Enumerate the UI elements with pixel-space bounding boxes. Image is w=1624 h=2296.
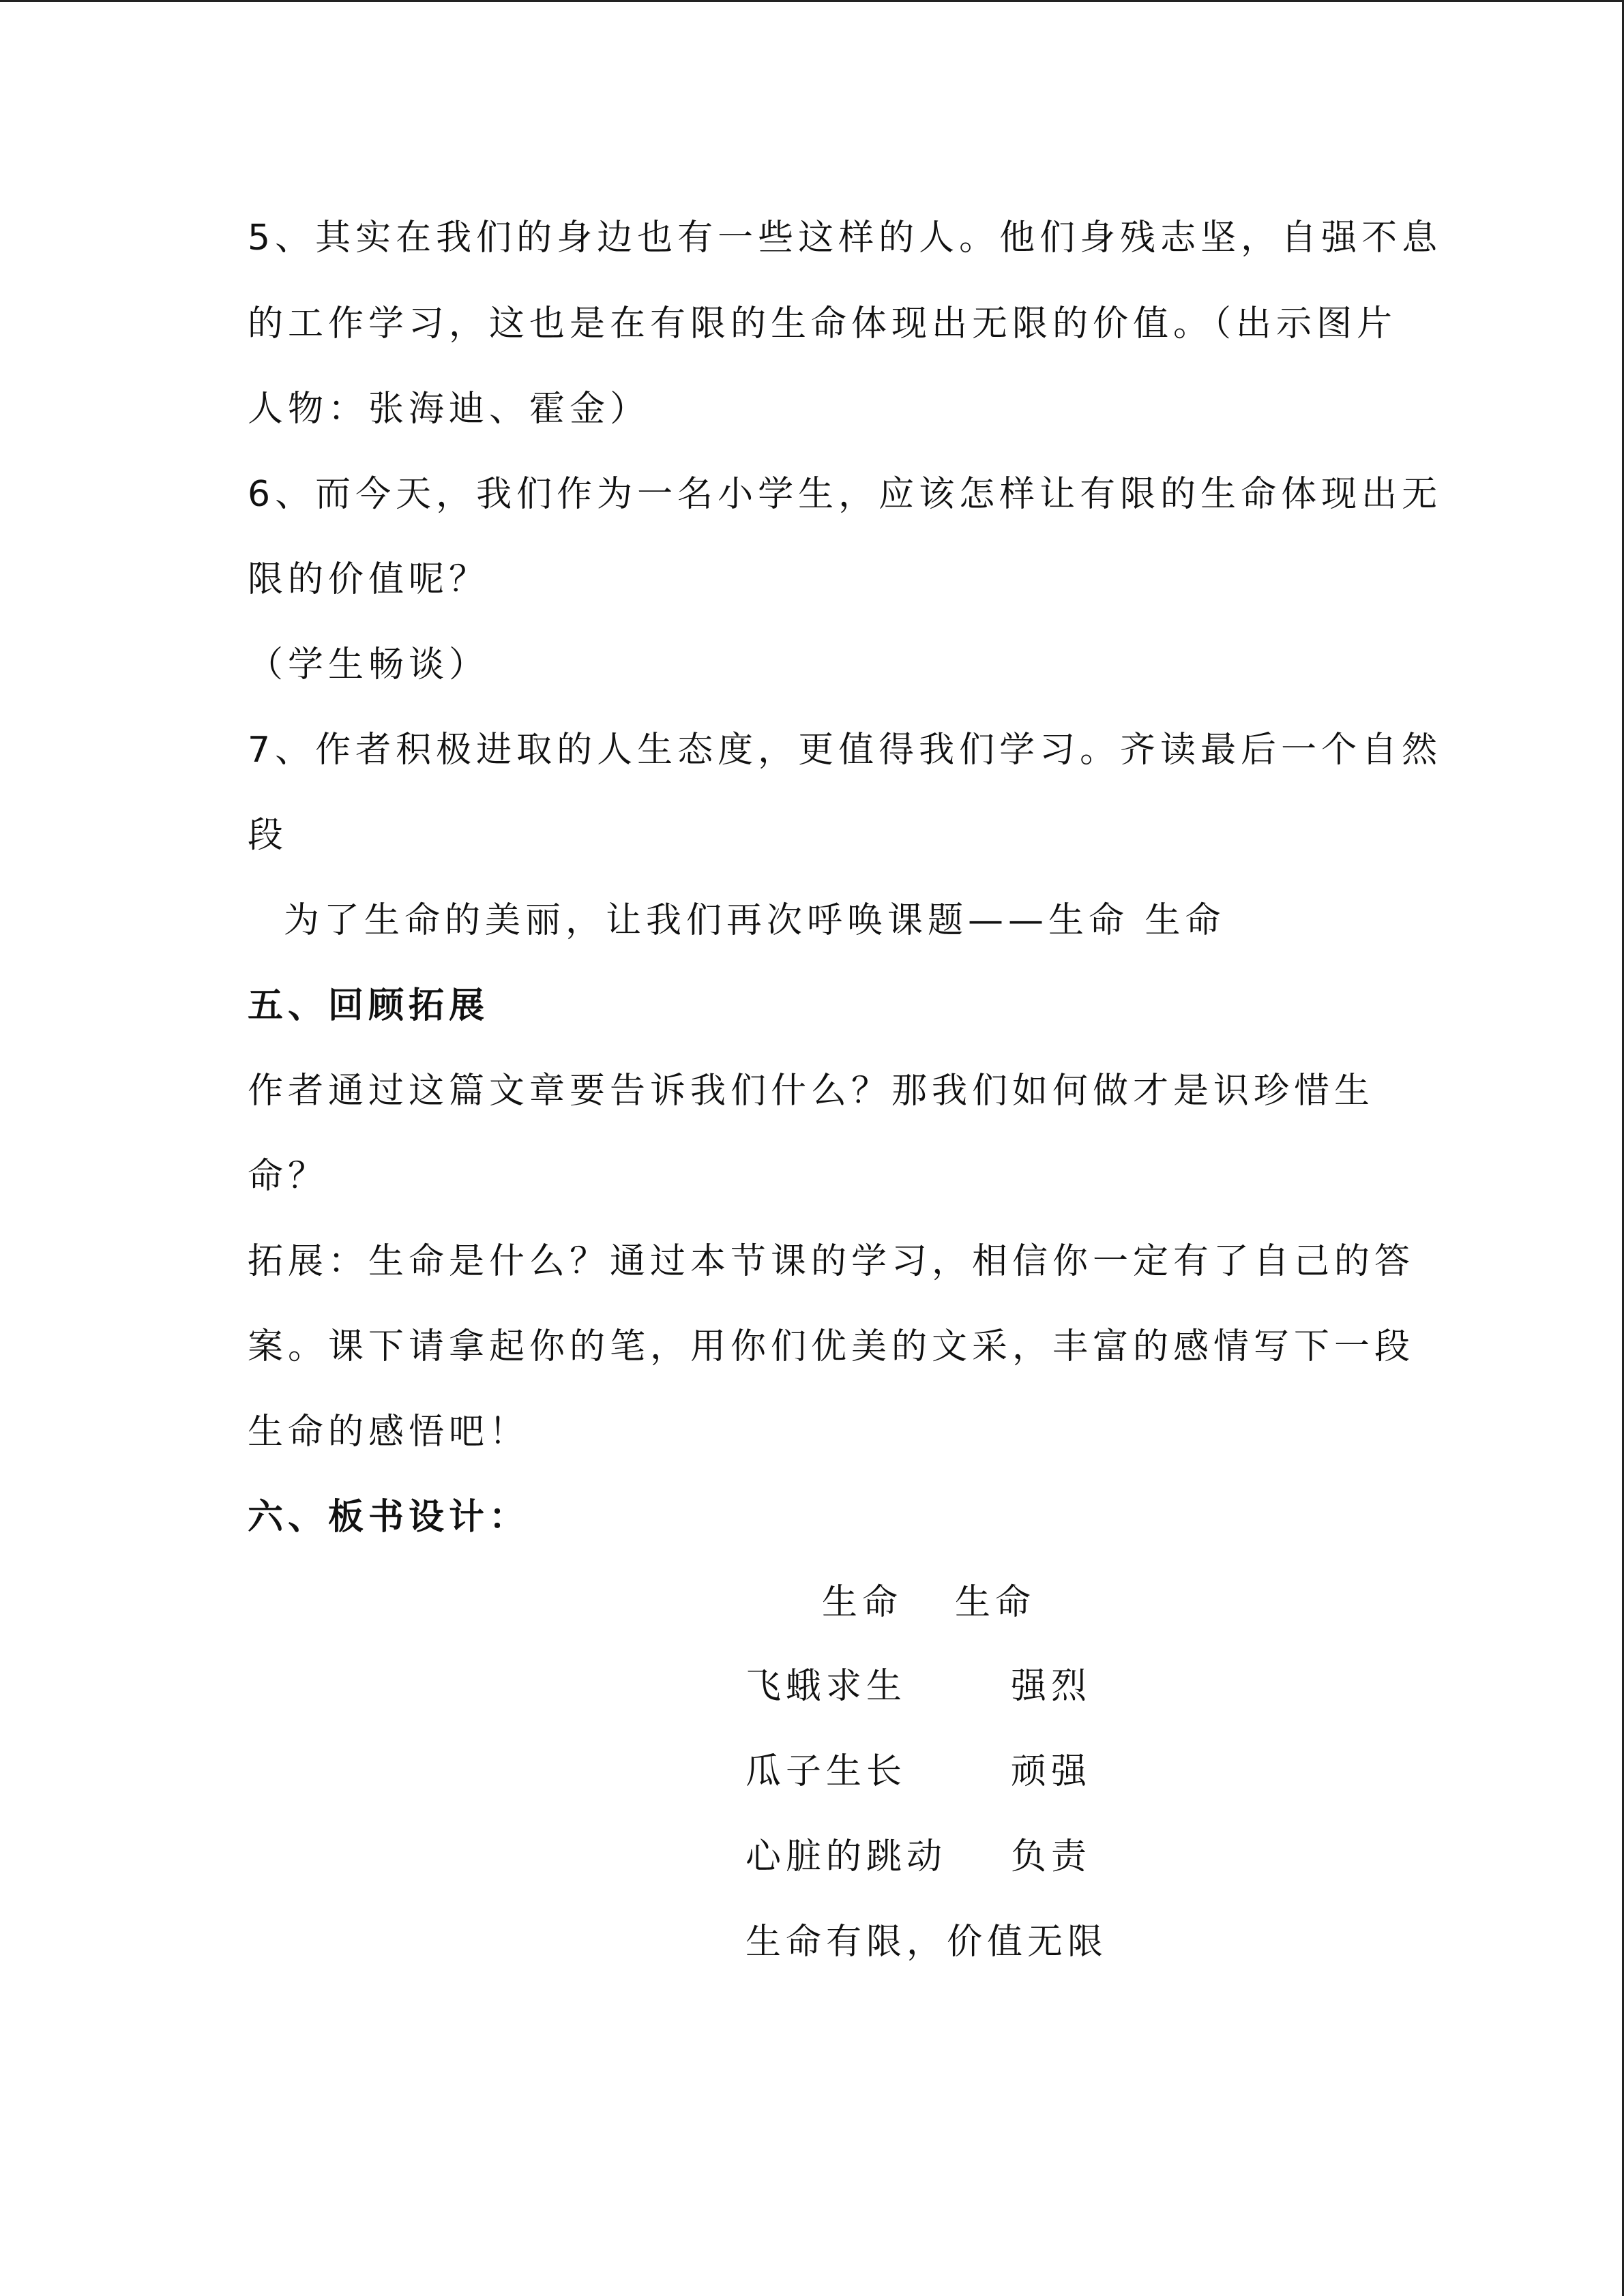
section-6-heading: 六、板书设计： [248,1497,530,1538]
board-row-3-left: 心脏的跳动 [745,1836,947,1877]
paragraph-5-line-1: 5、其实在我们的身边也有一些这样的人。他们身残志坚，自强不息 [248,218,1443,258]
section-5-heading: 五、回顾拓展 [248,985,490,1026]
page-top-border [0,0,1624,2]
paragraph-6-line-2: 限的价值呢？ [248,559,490,600]
paragraph-5-line-3: 人物：张海迪、霍金） [248,389,651,430]
board-row-2-left: 瓜子生长 [745,1751,907,1792]
board-title-right: 生命 [955,1582,1036,1623]
student-discussion-note: （学生畅谈） [248,644,490,685]
board-row-2-right: 顽强 [1011,1751,1092,1792]
board-row-1-left: 飞蛾求生 [745,1666,907,1707]
board-row-1-right: 强烈 [1011,1666,1092,1707]
section-5-extension-line-1: 拓展：生命是什么？通过本节课的学习，相信你一定有了自己的答 [248,1241,1415,1282]
paragraph-6-line-1: 6、而今天，我们作为一名小学生，应该怎样让有限的生命体现出无 [248,474,1443,515]
paragraph-7-line-2: 段 [248,815,289,856]
section-5-question-line-1: 作者通过这篇文章要告诉我们什么？那我们如何做才是识珍惜生 [248,1071,1375,1112]
section-5-question-line-2: 命？ [248,1156,329,1197]
paragraph-7-line-3: 为了生命的美丽，让我们再次呼唤课题——生命 生命 [284,900,1226,941]
section-5-extension-line-2: 案。课下请拿起你的笔，用你们优美的文采，丰富的感情写下一段 [248,1326,1415,1367]
board-title-left: 生命 [822,1582,903,1623]
section-5-extension-line-3: 生命的感悟吧！ [248,1412,530,1452]
paragraph-5-line-2: 的工作学习，这也是在有限的生命体现出无限的价值。（出示图片 [248,303,1398,344]
board-summary: 生命有限，价值无限 [745,1922,1108,1963]
board-row-3-right: 负责 [1011,1836,1092,1877]
paragraph-7-line-1: 7、作者积极进取的人生态度，更值得我们学习。齐读最后一个自然 [248,730,1443,771]
